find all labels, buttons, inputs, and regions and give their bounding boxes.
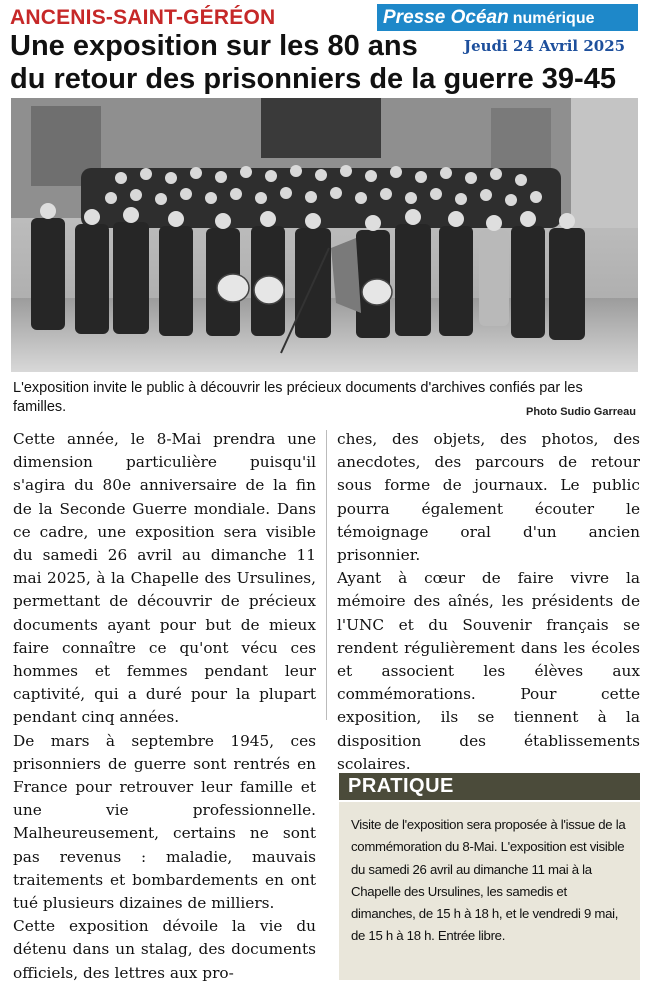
headline-line-2: du retour des prisonniers de la guerre 39-45 (10, 63, 616, 95)
brand-subtitle: numérique (512, 10, 595, 27)
article-column-left (13, 428, 316, 985)
pratique-box-body: Visite de l'exposition sera proposée à l'issue de la commémoration du 8-Mai. L'exposition est visible du samedi 26 avril au dimanche 11 mai à la Chapelle des Ursulines, les samedis et dimanches, de 15 h à 18 h, et le vendredi 9 mai, de 15 h à 18 h. Entrée libre. (339, 802, 640, 980)
brand-name: Presse Océan (383, 7, 509, 28)
article-column-right (337, 428, 640, 776)
photo-credit: Photo Sudio Garreau (525, 406, 636, 418)
publication-date: Jeudi 24 Avril 2025 (464, 37, 626, 55)
newspaper-brand (377, 4, 638, 31)
paragraph-3-start: Cette exposition dévoile la vie du détenu dans un stalag, des documents officiels, des lettres aux pro- (13, 917, 316, 982)
pratique-box-title: PRATIQUE (339, 773, 640, 800)
paragraph-4: Ayant à cœur de faire vivre la mémoire des aînés, les présidents de l'UNC et du Souvenir français se rendent régulièrement dans les écoles et associent les élèves aux commémorations. Pour cette exposition, ils se tiennent à la disposition des établissements scolaires. (337, 569, 640, 773)
photo-caption: L'exposition invite le public à découvrir les précieux documents d'archives confiés par les familles. (13, 380, 583, 415)
section-kicker: ANCENIS-SAINT-GÉRÉON (10, 6, 276, 29)
group-photo-illustration (11, 98, 638, 372)
article-headline (10, 30, 642, 96)
paragraph-1: Cette année, le 8-Mai prendra une dimension particulière puisqu'il s'agira du 80e anniversaire de la fin de la Seconde Guerre mondiale. Dans ce cadre, une exposition sera visible du samedi 26 avril au dimanche 11 mai 2025, à la Chapelle des Ursulines, permettant de découvrir de précieux documents ayant pour but de mieux faire connaître ce qu'ont vécu ces hommes et femmes pendant leur captivité, qui a duré pour la plupart pendant cinq années. (13, 430, 316, 727)
headline-line-1: Une exposition sur les 80 ans (10, 30, 418, 62)
column-divider (326, 430, 327, 720)
group-photo (11, 98, 638, 372)
paragraph-3-end: ches, des objets, des photos, des anecdotes, des parcours de retour sous forme de journaux. Le public pourra également écouter le témoignage oral d'un ancien prisonnier. (337, 430, 640, 565)
paragraph-2: De mars à septembre 1945, ces prisonniers de guerre sont rentrés en France pour retrouver leur famille et une vie professionnelle. Malheureusement, certains ne sont pas revenus : maladie, mauvais traitements et bombardements en ont tué plusieurs dizaines de milliers. (13, 731, 316, 913)
